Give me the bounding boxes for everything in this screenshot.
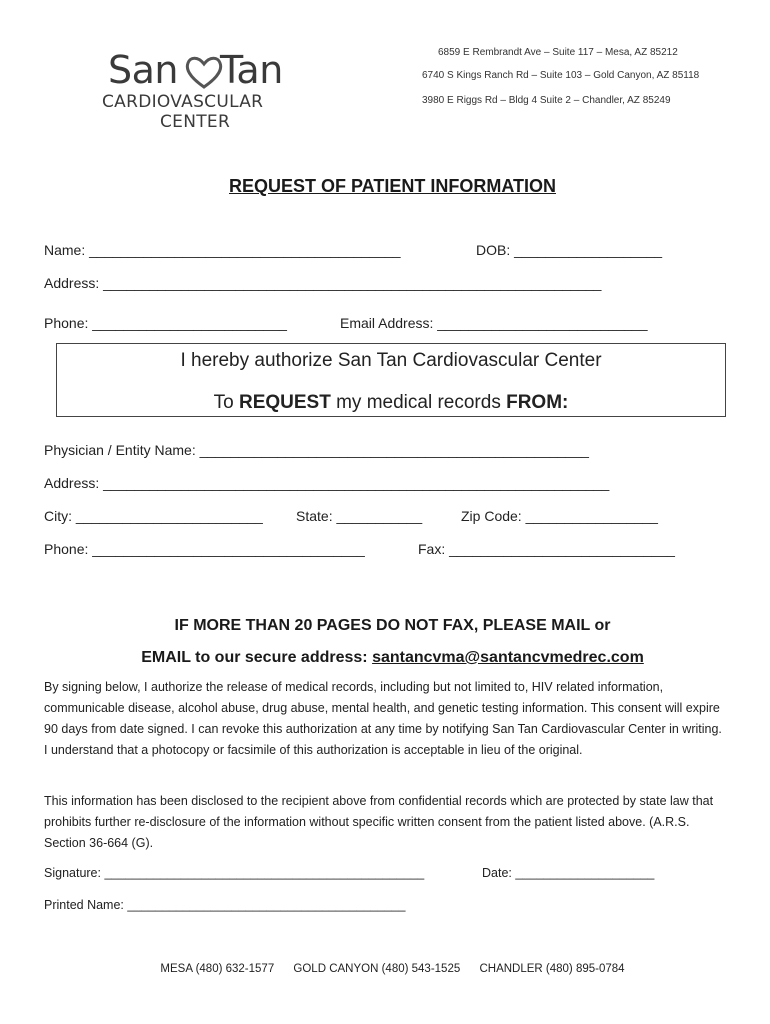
heart-icon <box>184 54 224 90</box>
footer-chandler-phone: CHANDLER (480) 895-0784 <box>479 963 625 975</box>
address-mesa: 6859 E Rembrandt Ave – Suite 117 – Mesa, AZ 85212 <box>438 47 678 58</box>
logo <box>102 46 312 136</box>
zip-code-field[interactable]: Zip Code: _________________ <box>461 508 658 524</box>
city-field[interactable]: City: ________________________ <box>44 508 263 524</box>
footer-mesa-phone: MESA (480) 632-1577 <box>160 963 275 975</box>
name-field[interactable]: Name: ________________________________________ <box>44 242 401 258</box>
secure-email-link[interactable]: santancvma@santancvmedrec.com <box>372 649 644 666</box>
signature-field[interactable]: Signature: ______________________________________________ <box>44 866 425 880</box>
provider-phone-field[interactable]: Phone: ___________________________________ <box>44 541 365 557</box>
footer-gold-canyon-phone: GOLD CANYON (480) 543-1525 <box>293 963 461 975</box>
mail-notice-line-1: IF MORE THAN 20 PAGES DO NOT FAX, PLEASE MAIL or <box>174 617 611 634</box>
email-address-field[interactable]: Email Address: ___________________________ <box>340 315 648 331</box>
authorization-from: FROM: <box>506 392 569 413</box>
authorization-mid: my medical records <box>330 392 507 413</box>
authorization-line-1: I hereby authorize San Tan Cardiovascular Center <box>180 350 602 371</box>
consent-paragraph: By signing below, I authorize the release of medical records, including but not limited to, HIV related information, communicable disease, alcohol abuse, drug abuse, mental health, and genetic testing information. This consent will expire 90 days from date signed. I can revoke this authorization at any time by notifying San Tan Cardiovascular Center in writing. I understand that a photocopy or facsimile of this authorization is acceptable in lieu of the original. <box>44 680 722 757</box>
fax-field[interactable]: Fax: _____________________________ <box>418 541 675 557</box>
dob-field[interactable]: DOB: ___________________ <box>476 242 663 258</box>
logo-line-1: CARDIOVASCULAR <box>102 92 264 112</box>
address-chandler: 3980 E Riggs Rd – Bldg 4 Suite 2 – Chandler, AZ 85249 <box>422 95 671 106</box>
address-gold-canyon: 6740 S Kings Ranch Rd – Suite 103 – Gold Canyon, AZ 85118 <box>422 70 700 81</box>
patient-address-field[interactable]: Address: ________________________________________________________________ <box>44 275 602 291</box>
logo-brand-tan: Tan <box>220 48 283 92</box>
date-field[interactable]: Date: ____________________ <box>482 866 655 880</box>
mail-notice-line-2 <box>0 649 770 667</box>
authorization-to: To <box>213 392 239 413</box>
page-title: REQUEST OF PATIENT INFORMATION <box>229 176 556 196</box>
logo-brand-san: San <box>108 48 178 92</box>
authorization-request: REQUEST <box>238 392 331 413</box>
logo-line-2: CENTER <box>160 112 231 132</box>
mail-notice-prefix: EMAIL to our secure address: <box>141 649 373 666</box>
authorization-box <box>56 343 726 417</box>
disclosure-paragraph: This information has been disclosed to the recipient above from confidential records which are protected by state law that prohibits further re-disclosure of the information without specific written consent from the patient listed above. (A.R.S. Section 36-664 (G). <box>44 794 714 850</box>
printed-name-field[interactable]: Printed Name: ________________________________________ <box>44 898 406 912</box>
authorization-line-2 <box>57 392 725 414</box>
entity-name-field[interactable]: Physician / Entity Name: __________________________________________________ <box>44 442 589 458</box>
provider-address-field[interactable]: Address: _________________________________________________________________ <box>44 475 610 491</box>
footer-phones <box>0 963 770 975</box>
patient-phone-field[interactable]: Phone: _________________________ <box>44 315 287 331</box>
state-field[interactable]: State: ___________ <box>296 508 423 524</box>
